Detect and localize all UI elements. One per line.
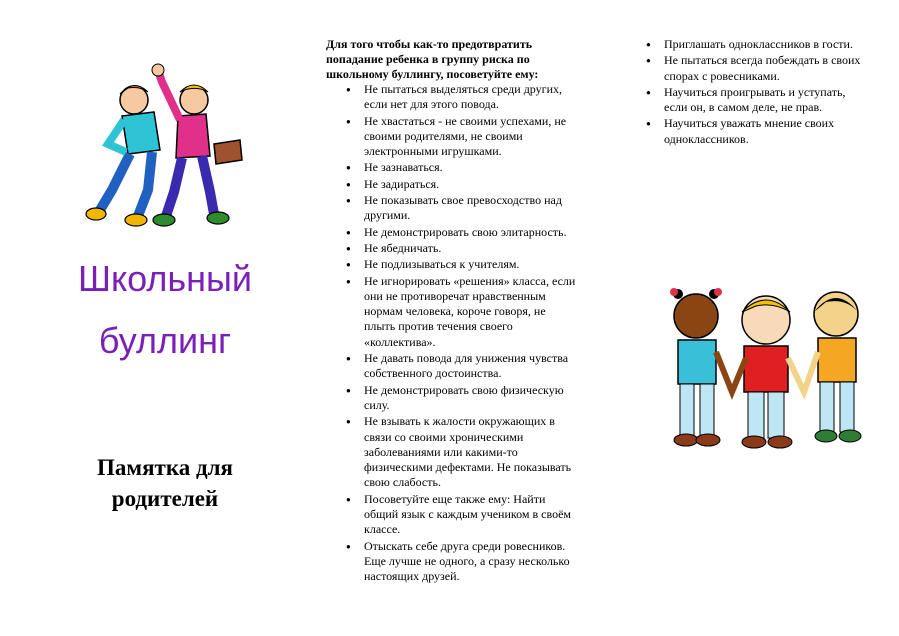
list-item: ● Не показывать свое превосходство над другими. (326, 193, 578, 224)
list-item: ● Не пытаться выделяться среди других, если нет для этого повода. (326, 82, 578, 113)
subtitle-line-1: Памятка для (97, 455, 233, 480)
list-item: ● Приглашать одноклассников в гости. (626, 37, 866, 52)
list-item: ● Не подлизываться к учителям. (326, 257, 578, 272)
list-item: ● Не ябедничать. (326, 241, 578, 256)
advice-list (326, 82, 578, 586)
title-line-1: Школьный (77, 258, 252, 299)
list-item: ● Не давать повода для унижения чувства собственного достоинства. (326, 351, 578, 382)
list-item: ● Не демонстрировать свою физическую силу. (326, 383, 578, 414)
list-item: ● Не зазнаваться. (326, 160, 578, 175)
list-item: ● Не взывать к жалости окружающих в связи со своими хроническими заболеваниями или какими-то физическими дефектами. Не показывать свою слабость. (326, 414, 578, 490)
list-item: ● Отыскать себе друга среди ровесников. Еще лучше не одного, а сразу несколько настоящих друзей. (326, 539, 578, 585)
extra-advice-list (626, 37, 866, 148)
brochure-title (40, 248, 290, 372)
list-item: ● Не игнорировать «решения» класса, если они не противоречат нравственным нормам человека, короче говоря, не плыть против течения своего «коллектива». (326, 274, 578, 350)
fighting-boys-illustration (82, 60, 252, 232)
cover-column (0, 0, 320, 636)
list-item: ● Не хвастаться - не своими успехами, не своими родителями, не своими электронными игрушками. (326, 114, 578, 160)
list-item: ● Не демонстрировать свою элитарность. (326, 225, 578, 240)
title-line-2: буллинг (98, 320, 232, 361)
subtitle-line-2: родителей (111, 486, 219, 511)
list-item: ● Научиться уважать мнение своих одноклассников. (626, 116, 866, 147)
brochure-subtitle (40, 452, 290, 514)
list-item: ● Научиться проигрывать и уступать, если он, в самом деле, не прав. (626, 85, 866, 116)
friends-holding-hands-illustration (656, 282, 876, 452)
list-item: ● Не пытаться всегда побеждать в своих спорах с ровесниками. (626, 53, 866, 84)
advice-intro: Для того чтобы как-то предотвратить попадание ребенка в группу риска по школьному буллингу, посоветуйте ему: (326, 37, 539, 81)
list-item: ● Не задираться. (326, 177, 578, 192)
list-item: ● Посоветуйте еще также ему: Найти общий язык с каждым учеником в своём классе. (326, 492, 578, 538)
